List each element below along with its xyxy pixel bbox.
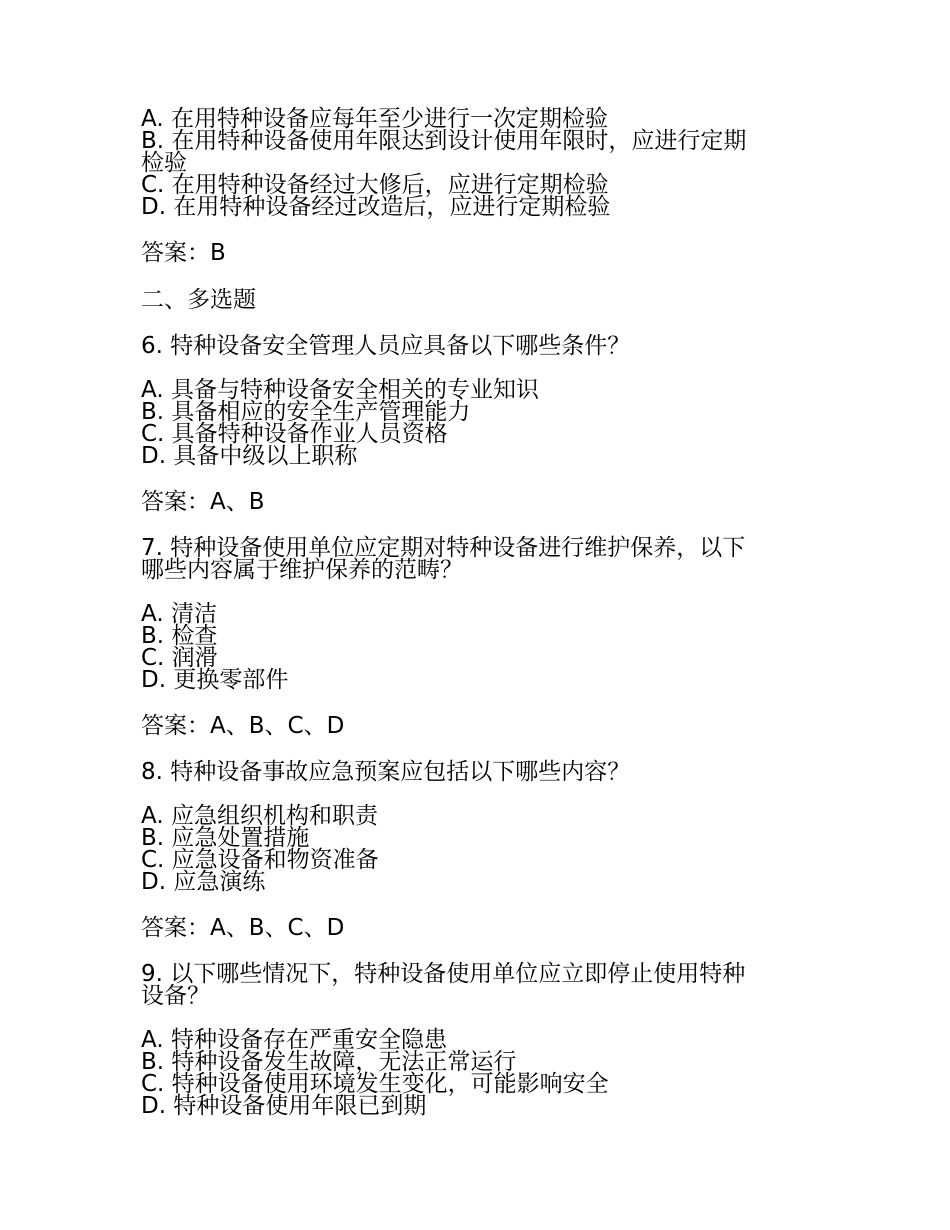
option-a: A. 在用特种设备应每年至少进行一次定期检验 bbox=[141, 106, 608, 132]
question-8-block bbox=[141, 761, 801, 940]
option-a: A. 应急组织机构和职责 bbox=[141, 803, 378, 829]
question-6-options bbox=[141, 379, 801, 467]
option-c: C. 特种设备使用环境发生变化，可能影响安全 bbox=[141, 1071, 609, 1097]
question-5-block bbox=[141, 108, 801, 265]
option-b: B. 具备相应的安全生产管理能力 bbox=[141, 399, 471, 425]
option-d: D. 在用特种设备经过改造后，应进行定期检验 bbox=[141, 194, 611, 220]
question-9-options bbox=[141, 1029, 801, 1117]
option-a: A. 清洁 bbox=[141, 601, 217, 627]
question-8-text bbox=[141, 761, 801, 783]
option-b: B. 检查 bbox=[141, 623, 218, 649]
question-6-answer: 答案：A、B bbox=[141, 489, 265, 515]
option-b: B. 应急处置措施 bbox=[141, 825, 310, 851]
question-6-text bbox=[141, 335, 801, 357]
question-7-text bbox=[141, 537, 801, 581]
option-b: B. 特种设备发生故障，无法正常运行 bbox=[141, 1049, 517, 1075]
question-5-options bbox=[141, 108, 801, 218]
question-9-block bbox=[141, 963, 801, 1117]
option-d: D. 应急演练 bbox=[141, 869, 266, 895]
option-c: C. 润滑 bbox=[141, 645, 218, 671]
question-line: 9. 以下哪些情况下，特种设备使用单位应立即停止使用特种 bbox=[141, 961, 746, 987]
question-8-answer: 答案：A、B、C、D bbox=[141, 915, 345, 941]
question-7-answer: 答案：A、B、C、D bbox=[141, 713, 345, 739]
question-9-text bbox=[141, 963, 801, 1007]
question-line: 7. 特种设备使用单位应定期对特种设备进行维护保养，以下 bbox=[141, 535, 746, 561]
option-b: B. 在用特种设备使用年限达到设计使用年限时，应进行定期 bbox=[141, 128, 747, 154]
option-c: C. 具备特种设备作业人员资格 bbox=[141, 421, 448, 447]
question-8-options bbox=[141, 805, 801, 893]
option-d: D. 具备中级以上职称 bbox=[141, 443, 358, 469]
option-a: A. 具备与特种设备安全相关的专业知识 bbox=[141, 377, 539, 403]
question-line: 8. 特种设备事故应急预案应包括以下哪些内容？ bbox=[141, 759, 631, 785]
option-d: D. 特种设备使用年限已到期 bbox=[141, 1093, 427, 1119]
question-line: 设备？ bbox=[141, 983, 210, 1009]
question-7-block bbox=[141, 537, 801, 738]
question-6-block bbox=[141, 335, 801, 514]
option-a: A. 特种设备存在严重安全隐患 bbox=[141, 1027, 447, 1053]
section-title-multiple-choice: 二、多选题 bbox=[141, 287, 256, 313]
question-5-answer: 答案：B bbox=[141, 240, 226, 266]
option-c: C. 在用特种设备经过大修后，应进行定期检验 bbox=[141, 172, 609, 198]
question-line: 6. 特种设备安全管理人员应具备以下哪些条件？ bbox=[141, 333, 631, 359]
question-7-options bbox=[141, 603, 801, 691]
option-c: C. 应急设备和物资准备 bbox=[141, 847, 379, 873]
option-d: D. 更换零部件 bbox=[141, 667, 289, 693]
option-b-continued: 检验 bbox=[141, 150, 187, 176]
question-line: 哪些内容属于维护保养的范畴？ bbox=[141, 557, 463, 583]
document-page bbox=[141, 108, 801, 1117]
